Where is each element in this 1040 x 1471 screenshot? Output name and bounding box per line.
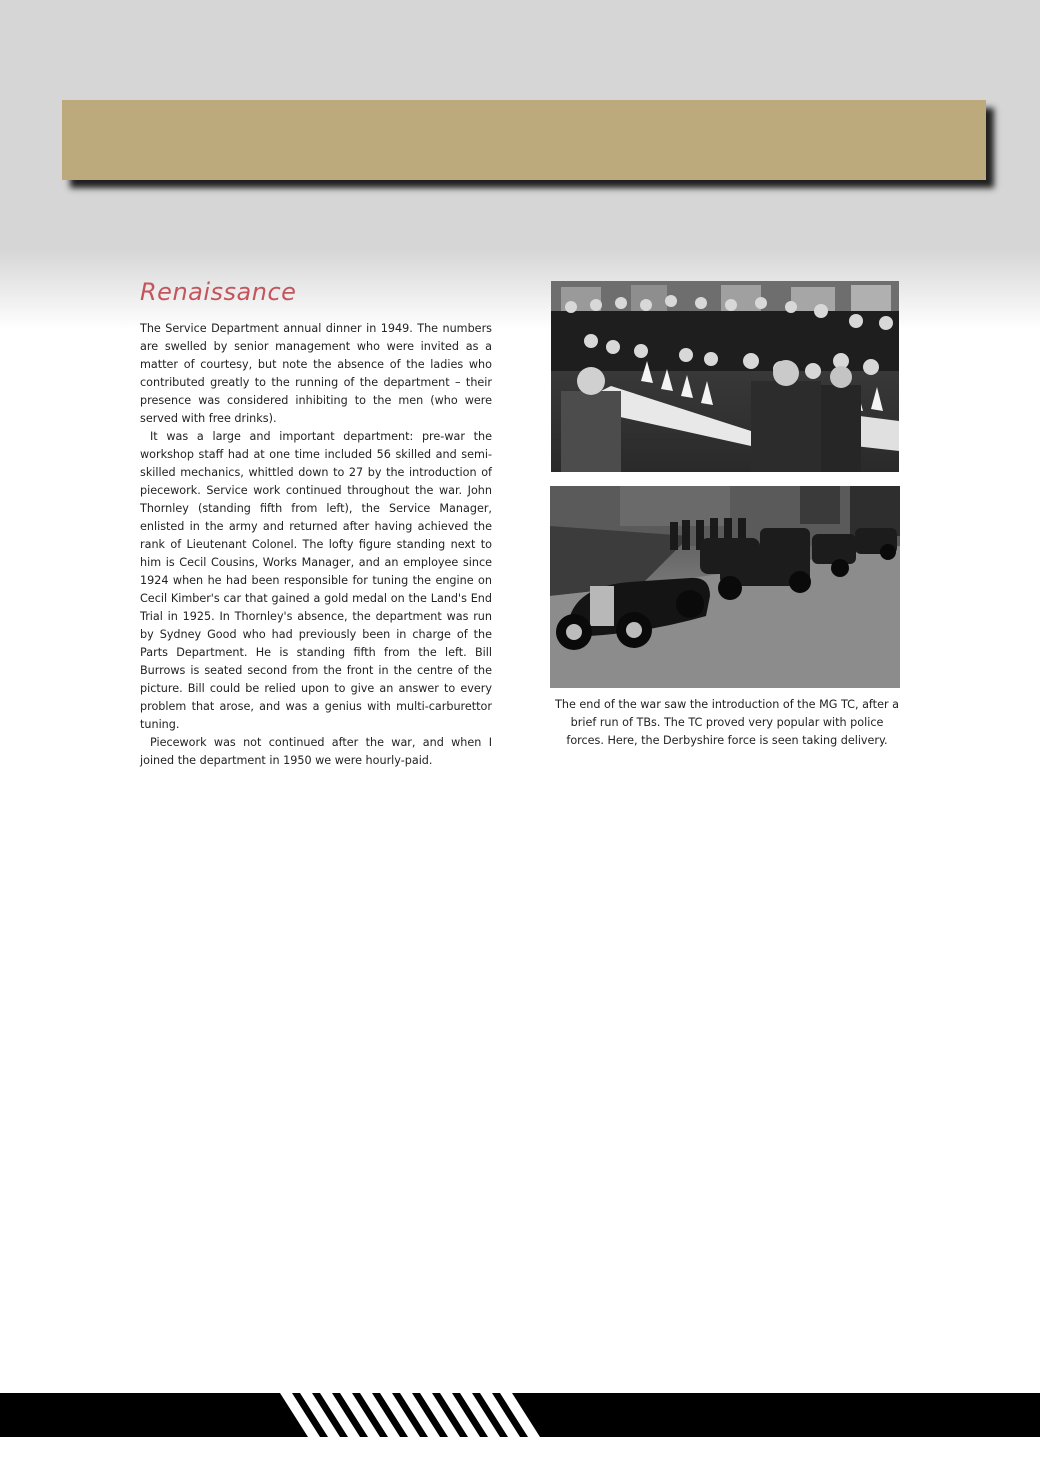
mg-tc-cars-photo [550,486,900,688]
article-paragraph-2: It was a large and important department: pre-war the workshop staff had at one time included 56 skilled and semi-skilled mechanics, whittled down to 27 by the introduction of piecework. Service work continued throughout the war. John Thornley (standing fifth from left), the Service Manager, enlisted in the army and returned after having achieved the rank of Lieutenant Colonel. The lofty figure standing next to him is Cecil Cousins, Works Manager, and an employee since 1924 when he had been responsible for tuning the engine on Cecil Kimber's car that gained a gold medal on the Land's End Trial in 1925. In Thornley's absence, the department was run by Sydney Good who had previously been in charge of the Parts Department. He is standing fifth from the left. Bill Burrows is seated second from the front in the centre of the picture. Bill could be relied upon to give an answer to every problem that arose, and was a genius with multi-carburettor tuning. [140,430,492,731]
footer-stripes-decoration [280,1393,545,1437]
mg-tc-cars-illustration [550,486,900,688]
section-title: Renaissance [140,278,297,306]
article-paragraph-3: Piecework was not continued after the war, and when I joined the department in 1950 we were hourly-paid. [140,736,492,767]
mg-tc-photo-caption: The end of the war saw the introduction of the MG TC, after a brief run of TBs. The TC proved very popular with police forces. Here, the Derbyshire force is seen taking delivery. [555,698,899,747]
article-paragraph-1: The Service Department annual dinner in 1949. The numbers are swelled by senior management who were invited as a matter of courtesy, but note the absence of the ladies who contributed greatly to the running of the department – their presence was considered inhibiting to the men (who were served with free drinks). [140,322,492,425]
article-body [140,320,492,770]
dinner-photo-illustration [551,281,899,472]
dinner-photo [551,281,899,472]
header-band [62,100,986,180]
